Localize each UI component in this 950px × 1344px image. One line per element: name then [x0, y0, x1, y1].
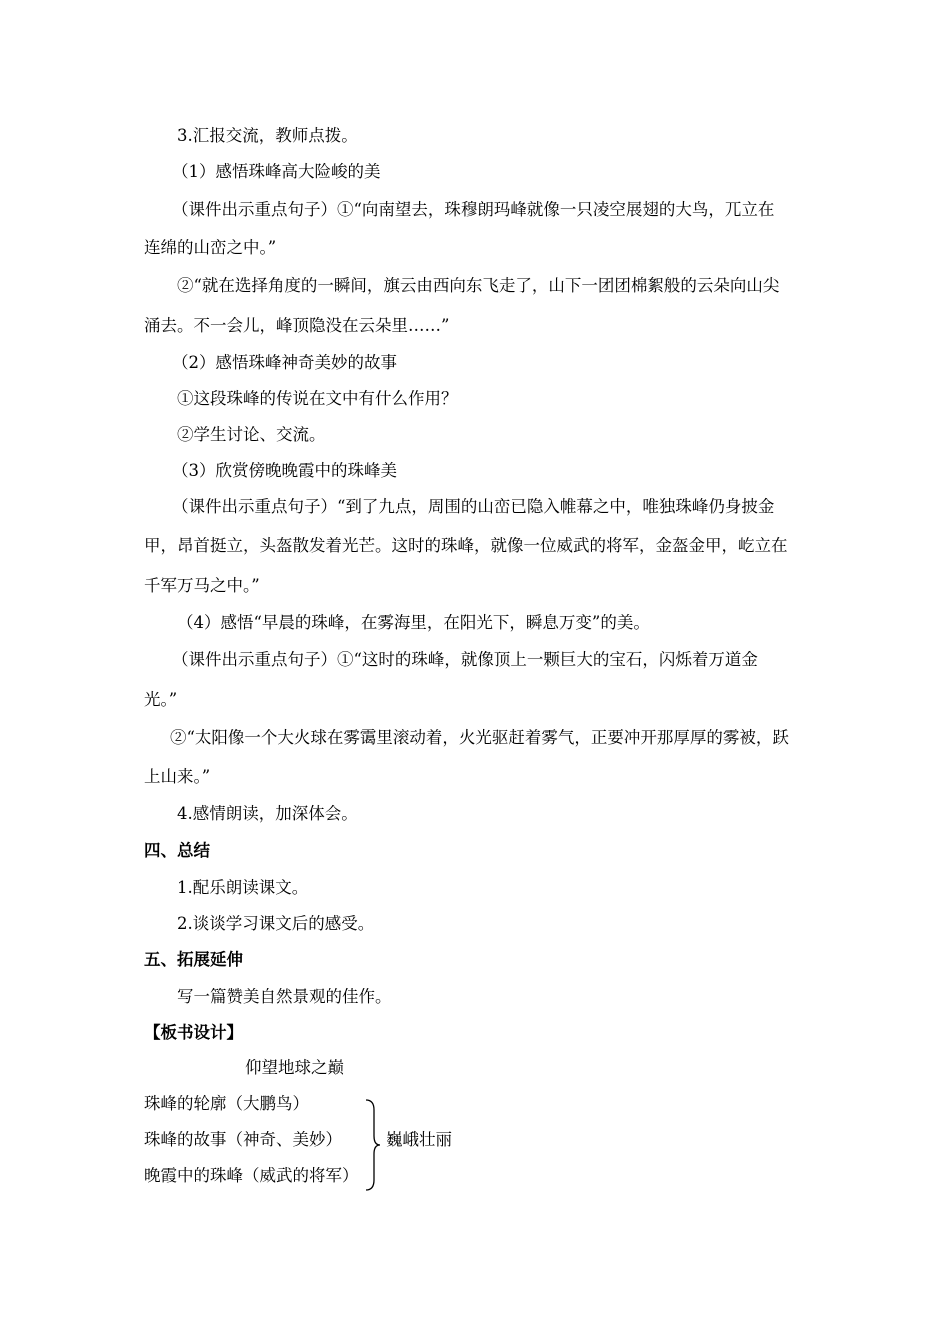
line-quote4-cont: 光。”	[144, 690, 178, 709]
line-quote5: ②“太阳像一个大火球在雾霭里滚动着，火光驱赶着雾气，正要冲开那厚厚的雾被，跃	[170, 728, 789, 747]
board-item-outline: 珠峰的轮廓（大鹏鸟）	[144, 1094, 309, 1113]
line-quote2-cont: 涌去。不一会儿，峰顶隐没在云朵里……”	[144, 316, 450, 335]
board-summary: 巍峨壮丽	[386, 1130, 452, 1149]
right-brace-icon	[364, 1098, 384, 1192]
line-step4: 4.感情朗读，加深体会。	[177, 804, 358, 823]
line-quote1-cont: 连绵的山峦之中。”	[144, 238, 277, 257]
board-title: 仰望地球之巅	[245, 1058, 344, 1077]
line-quote4: （课件出示重点句子）①“这时的珠峰，就像顶上一颗巨大的宝石，闪烁着万道金	[172, 650, 758, 669]
line-q2: ②学生讨论、交流。	[177, 425, 326, 444]
line-quote3-cont2: 千军万马之中。”	[144, 576, 260, 595]
line-sub1: （1）感悟珠峰高大险峻的美	[172, 162, 381, 181]
line-q1: ①这段珠峰的传说在文中有什么作用？	[177, 389, 458, 408]
heading-extension: 五、拓展延伸	[144, 950, 243, 969]
line-quote5-cont: 上山来。”	[144, 767, 211, 786]
line-summary1: 1.配乐朗读课文。	[177, 878, 309, 897]
line-quote2: ②“就在选择角度的一瞬间，旗云由西向东飞走了，山下一团团棉絮般的云朵向山尖	[177, 276, 780, 295]
heading-board-design: 【板书设计】	[144, 1023, 243, 1042]
line-extension: 写一篇赞美自然景观的佳作。	[177, 987, 392, 1006]
line-sub3: （3）欣赏傍晚晚霞中的珠峰美	[172, 461, 397, 480]
line-quote1: （课件出示重点句子）①“向南望去，珠穆朗玛峰就像一只凌空展翅的大鸟，兀立在	[172, 200, 775, 219]
board-item-sunset: 晚霞中的珠峰（威武的将军）	[144, 1166, 359, 1185]
line-sub4: （4）感悟“早晨的珠峰，在雾海里，在阳光下，瞬息万变”的美。	[177, 613, 650, 632]
line-summary2: 2.谈谈学习课文后的感受。	[177, 914, 375, 933]
line-sub2: （2）感悟珠峰神奇美妙的故事	[172, 353, 397, 372]
line-quote3-cont1: 甲，昂首挺立，头盔散发着光芒。这时的珠峰，就像一位威武的将军，金盔金甲，屹立在	[144, 536, 788, 555]
line-step3: 3.汇报交流，教师点拨。	[177, 126, 358, 145]
heading-summary: 四、总结	[144, 841, 210, 860]
line-quote3: （课件出示重点句子）“到了九点，周围的山峦已隐入帷幕之中，唯独珠峰仍身披金	[172, 497, 775, 516]
board-item-story: 珠峰的故事（神奇、美妙）	[144, 1130, 342, 1149]
